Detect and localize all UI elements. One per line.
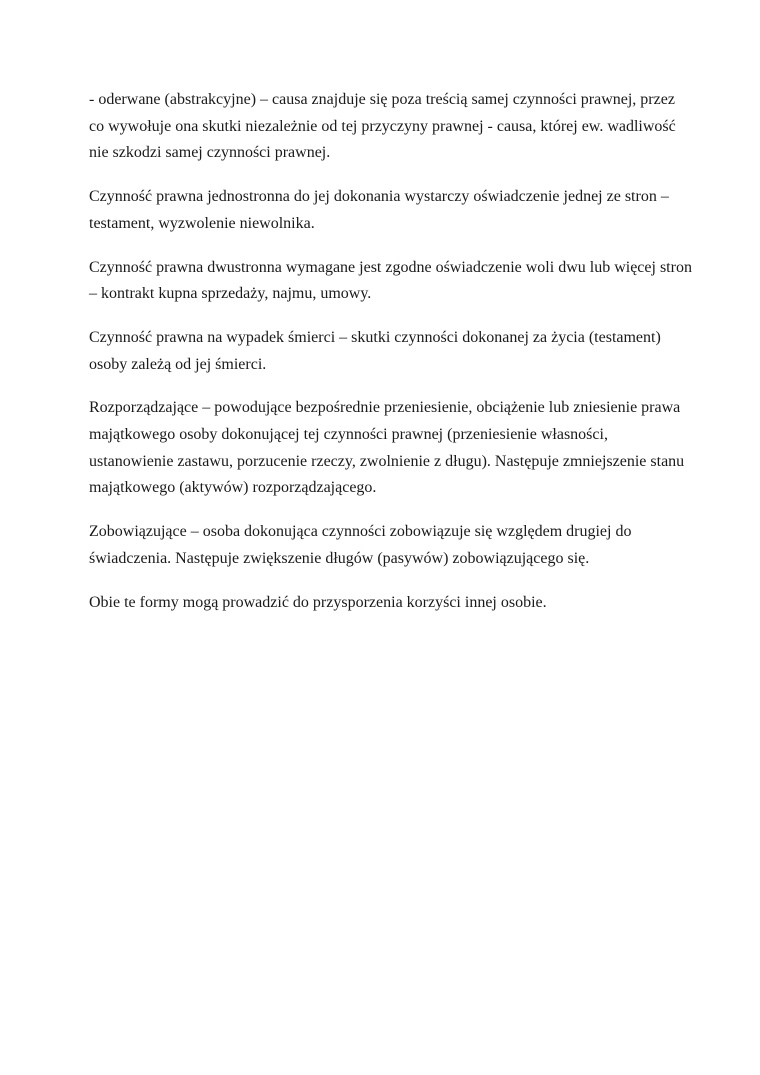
paragraph-abstract-acts bbox=[89, 87, 692, 167]
paragraph-bilateral bbox=[89, 255, 692, 308]
paragraph-mortis-causa bbox=[89, 325, 692, 378]
text-line: Zobowiązujące – osoba dokonująca czynności zobowiązuje się względem drugiej do bbox=[89, 523, 632, 541]
text-line: Czynność prawna dwustronna wymagane jest zgodne oświadczenie woli dwu lub więcej stron bbox=[89, 258, 692, 276]
paragraph-obligating bbox=[89, 519, 692, 572]
text-line: Obie te formy mogą prowadzić do przysporzenia korzyści innej osobie. bbox=[89, 593, 547, 611]
paragraph-conclusion bbox=[89, 590, 692, 617]
text-line: ustanowienie zastawu, porzucenie rzeczy, zwolnienie z długu). Następuje zmniejszenie stanu bbox=[89, 452, 685, 470]
text-line: co wywołuje ona skutki niezależnie od tej przyczyny prawnej - causa, której ew. wadliwość bbox=[89, 117, 676, 135]
text-line: Czynność prawna na wypadek śmierci – skutki czynności dokonanej za życia (testament) bbox=[89, 328, 661, 346]
text-line: świadczenia. Następuje zwiększenie długów (pasywów) zobowiązującego się. bbox=[89, 549, 590, 567]
text-line: majątkowego (aktywów) rozporządzającego. bbox=[89, 479, 377, 497]
text-line: testament, wyzwolenie niewolnika. bbox=[89, 214, 315, 232]
document-page bbox=[89, 87, 692, 633]
text-line: - oderwane (abstrakcyjne) – causa znajduje się poza treścią samej czynności prawnej, przez bbox=[89, 91, 675, 108]
paragraph-disposing bbox=[89, 395, 692, 502]
paragraph-unilateral bbox=[89, 184, 692, 237]
text-line: Czynność prawna jednostronna do jej dokonania wystarczy oświadczenie jednej ze stron – bbox=[89, 188, 669, 206]
text-line: osoby zależą od jej śmierci. bbox=[89, 355, 267, 373]
text-line: Rozporządzające – powodujące bezpośrednie przeniesienie, obciążenie lub zniesienie prawa bbox=[89, 399, 681, 417]
text-line: nie szkodzi samej czynności prawnej. bbox=[89, 144, 331, 162]
text-line: – kontrakt kupna sprzedaży, najmu, umowy. bbox=[89, 285, 372, 303]
text-line: majątkowego osoby dokonującej tej czynności prawnej (przeniesienie własności, bbox=[89, 426, 608, 444]
